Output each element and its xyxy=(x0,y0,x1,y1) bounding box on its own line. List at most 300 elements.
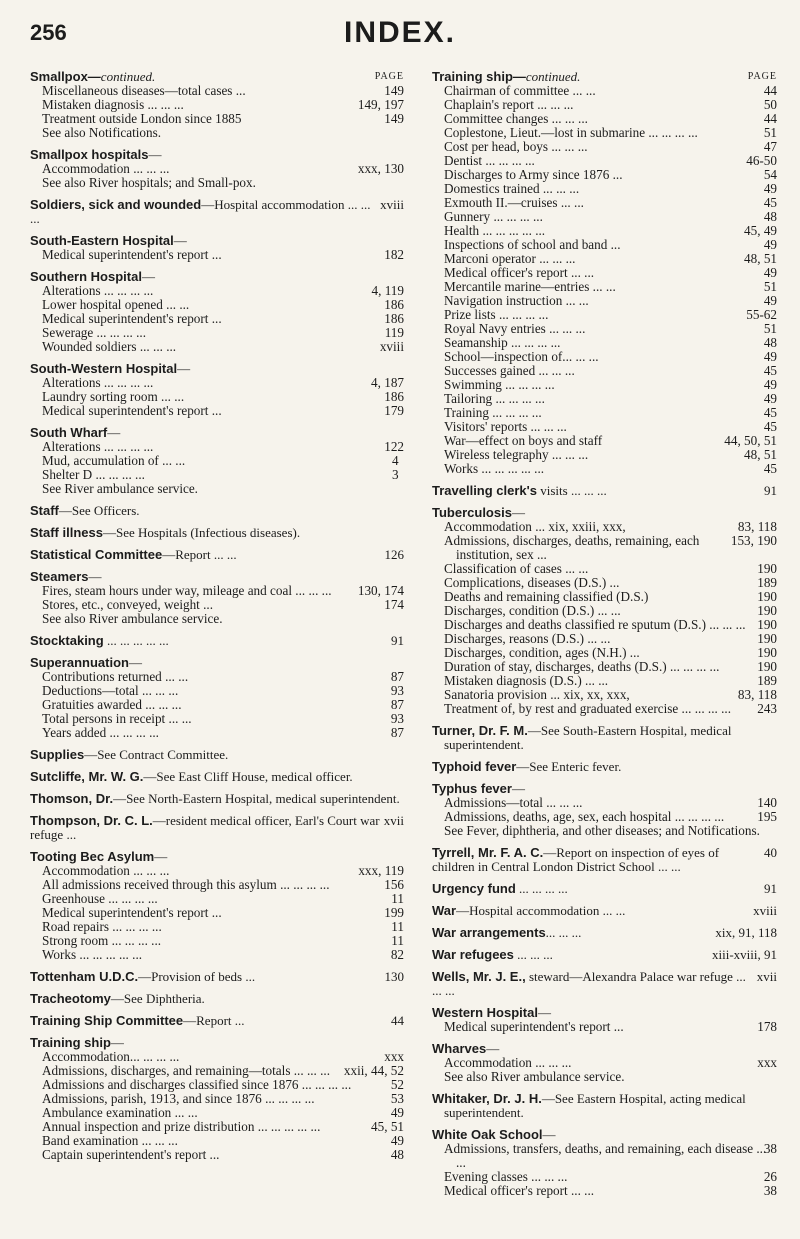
subentry-text: Admissions and discharges classified since 1876 ... ... ... ... xyxy=(42,1077,352,1092)
index-entry xyxy=(432,1042,777,1084)
subentry xyxy=(432,238,777,252)
subentry xyxy=(432,322,777,336)
entry-heading-line xyxy=(432,1042,777,1056)
index-entry xyxy=(30,148,404,190)
entry-heading: Statistical Committee xyxy=(30,547,163,562)
index-entry xyxy=(432,882,777,896)
page-reference: 48 xyxy=(763,209,777,224)
left-index-column xyxy=(30,70,404,1162)
subentry-text: Prize lists ... ... ... ... xyxy=(444,307,549,322)
page-reference: 186 xyxy=(384,297,404,312)
subentry-text: Accommodation ... ... ... xyxy=(42,863,170,878)
subentry-text: Discharges and deaths classified re sputum (D.S.) ... ... ... xyxy=(444,617,746,632)
page-reference: 49 xyxy=(763,293,777,308)
subentry xyxy=(432,1070,777,1084)
subentry xyxy=(30,892,404,906)
continued-heading xyxy=(432,70,777,84)
subentry xyxy=(30,584,404,598)
entry-heading: Tyrrell, Mr. F. A. C. xyxy=(432,845,544,860)
entry-text: —See Diphtheria. xyxy=(110,991,205,1006)
subentry-text: Band examination ... ... ... xyxy=(42,1133,178,1148)
page-reference: 190 xyxy=(757,603,777,618)
subentry-text: Alterations ... ... ... ... xyxy=(42,375,154,390)
subentry xyxy=(432,618,777,632)
entry-text: —Report ... xyxy=(183,1013,245,1028)
entry-heading-line xyxy=(432,1092,777,1120)
subentry xyxy=(30,284,404,298)
page-reference: 190 xyxy=(757,589,777,604)
page-reference: 45 xyxy=(763,419,777,434)
page-reference: xviii xyxy=(379,339,404,354)
page-reference: 51 xyxy=(763,321,777,336)
entry-heading: Training ship xyxy=(432,69,513,84)
page-reference: 53 xyxy=(390,1091,404,1106)
entry-heading: Steamers xyxy=(30,569,89,584)
index-entry xyxy=(432,1092,777,1120)
subentry xyxy=(30,298,404,312)
entry-text: — xyxy=(486,1041,500,1056)
subentry xyxy=(30,468,404,482)
subentry xyxy=(432,224,777,238)
subentry-text: See River ambulance service. xyxy=(42,481,198,496)
entry-text: — xyxy=(511,781,525,796)
page-reference: 87 xyxy=(390,697,404,712)
entry-heading-line xyxy=(432,970,777,998)
subentry xyxy=(432,196,777,210)
subentry xyxy=(30,340,404,354)
page-reference: 130 xyxy=(384,969,404,984)
index-entry xyxy=(30,792,404,806)
page-reference: 189 xyxy=(757,575,777,590)
subentry-text: See also River hospitals; and Small-pox. xyxy=(42,175,256,190)
subentry xyxy=(432,660,777,674)
subentry xyxy=(30,864,404,878)
entry-text: — xyxy=(107,425,121,440)
entry-heading-line xyxy=(432,948,777,962)
subentry-text: Lower hospital opened ... ... xyxy=(42,297,190,312)
entry-heading: Staff xyxy=(30,503,59,518)
subentry-text: Admissions, discharges, and remaining—totals ... ... ... xyxy=(42,1063,331,1078)
index-entry xyxy=(30,234,404,262)
index-entry xyxy=(432,970,777,998)
subentry xyxy=(432,126,777,140)
page-reference: 52 xyxy=(390,1077,404,1092)
entry-heading: Staff illness xyxy=(30,525,103,540)
page-reference: xxx xyxy=(757,1055,777,1070)
index-entry xyxy=(432,484,777,498)
subentry xyxy=(30,440,404,454)
page-header xyxy=(0,14,800,54)
subentry-text: Complications, diseases (D.S.) ... xyxy=(444,575,620,590)
subentry xyxy=(432,688,777,702)
entry-heading-line xyxy=(432,782,777,796)
subentry xyxy=(30,1092,404,1106)
index-entry xyxy=(30,656,404,740)
subentry xyxy=(432,462,777,476)
page-reference: 47 xyxy=(763,139,777,154)
subentry-text: Coplestone, Lieut.—lost in submarine ... ... ... ... xyxy=(444,125,698,140)
entry-heading-line xyxy=(432,882,777,896)
page-reference: 49 xyxy=(390,1133,404,1148)
subentry-text: Discharges, condition (D.S.) ... ... xyxy=(444,603,621,618)
page-reference: 122 xyxy=(384,439,404,454)
subentry xyxy=(30,176,404,190)
subentry xyxy=(30,112,404,126)
page-reference: 91 xyxy=(391,633,404,648)
entry-heading-line xyxy=(432,926,777,940)
entry-text: —See South-Eastern Hospital, medical superintendent. xyxy=(444,723,732,752)
subentry xyxy=(30,684,404,698)
subentry xyxy=(30,670,404,684)
subentry-text: Deductions—total ... ... ... xyxy=(42,683,179,698)
page-reference: 51 xyxy=(763,279,777,294)
page-reference: 140 xyxy=(757,795,777,810)
subentry xyxy=(432,702,777,716)
subentry xyxy=(432,294,777,308)
subentry-text: See also River ambulance service. xyxy=(42,611,223,626)
subentry-text: Chaplain's report ... ... ... xyxy=(444,97,574,112)
entry-heading: Thompson, Dr. C. L. xyxy=(30,813,153,828)
subentry-text: Successes gained ... ... ... xyxy=(444,363,575,378)
subentry-text: Accommodation... ... ... ... xyxy=(42,1049,180,1064)
subentry xyxy=(30,726,404,740)
page-reference: 93 xyxy=(390,683,404,698)
page-reference: 178 xyxy=(757,1019,777,1034)
entry-heading-line xyxy=(432,484,777,498)
page-reference: 149 xyxy=(384,83,404,98)
subentry xyxy=(30,376,404,390)
entry-heading: Supplies xyxy=(30,747,85,762)
subentry-text: Medical superintendent's report ... xyxy=(42,403,222,418)
subentry xyxy=(432,84,777,98)
entry-heading: Tottenham U.D.C. xyxy=(30,969,139,984)
page-reference: 55-62 xyxy=(746,307,777,322)
subentry xyxy=(30,454,404,468)
page-column-label: PAGE xyxy=(374,71,404,82)
subentry-text: Accommodation ... xix, xxiii, xxx, xyxy=(444,519,626,534)
entry-heading-line xyxy=(30,570,404,584)
subentry-text: Dentist ... ... ... ... xyxy=(444,153,535,168)
entry-text: —See Hospitals (Infectious diseases). xyxy=(102,525,301,540)
entry-heading: Typhus fever xyxy=(432,781,512,796)
subentry xyxy=(432,448,777,462)
subentry-text: Captain superintendent's report ... xyxy=(42,1147,220,1162)
subentry-text: Miscellaneous diseases—total cases ... xyxy=(42,83,246,98)
entry-heading: Urgency fund xyxy=(432,881,516,896)
subentry-text: Road repairs ... ... ... ... xyxy=(42,919,162,934)
subentry xyxy=(30,598,404,612)
entry-heading-line xyxy=(30,970,404,984)
entry-heading-line xyxy=(30,748,404,762)
page-reference: xviii xyxy=(380,197,404,212)
heading-dash: — xyxy=(512,69,526,84)
entry-heading: Tooting Bec Asylum xyxy=(30,849,155,864)
subentry xyxy=(30,878,404,892)
page-reference: 48, 51 xyxy=(744,447,777,462)
entry-heading: Stocktaking xyxy=(30,633,104,648)
entry-text: —See North-Eastern Hospital, medical superintendent. xyxy=(113,791,400,806)
entry-heading: White Oak School xyxy=(432,1127,543,1142)
subentry xyxy=(30,712,404,726)
page-reference: 49 xyxy=(763,265,777,280)
subentry-text: Discharges to Army since 1876 ... xyxy=(444,167,623,182)
subentry xyxy=(30,482,404,496)
subentry-text: Royal Navy entries ... ... ... xyxy=(444,321,586,336)
subentry-text: Evening classes ... ... ... xyxy=(444,1169,568,1184)
subentry xyxy=(30,390,404,404)
continued-heading xyxy=(30,70,404,84)
subentry-text: Discharges, reasons (D.S.) ... ... xyxy=(444,631,611,646)
subentry-text: Medical officer's report ... ... xyxy=(444,1183,595,1198)
index-entry xyxy=(432,1006,777,1034)
page-reference: 45 xyxy=(763,461,777,476)
entry-heading: Soldiers, sick and wounded xyxy=(30,197,202,212)
entry-text: — xyxy=(511,505,525,520)
entry-heading-line xyxy=(432,1006,777,1020)
subentry-text: Training ... ... ... ... xyxy=(444,405,542,420)
page-reference: 83, 118 xyxy=(737,687,777,702)
page-reference: 11 xyxy=(391,919,404,934)
subentry xyxy=(432,590,777,604)
entry-heading: Travelling clerk's xyxy=(432,483,537,498)
index-entry xyxy=(30,748,404,762)
subentry-text: Works ... ... ... ... ... xyxy=(42,947,143,962)
page-reference: 11 xyxy=(391,933,404,948)
subentry xyxy=(432,140,777,154)
entry-heading-line xyxy=(30,850,404,864)
entry-text: — xyxy=(154,849,168,864)
entry-heading: Thomson, Dr. xyxy=(30,791,114,806)
subentry-text: Accommodation ... ... ... xyxy=(444,1055,572,1070)
subentry-text: Medical superintendent's report ... xyxy=(444,1019,624,1034)
page-reference: 149 xyxy=(384,111,404,126)
entry-heading: Tuberculosis xyxy=(432,505,512,520)
entry-heading-line xyxy=(30,504,404,518)
page-reference: 243 xyxy=(757,701,777,716)
index-entry xyxy=(432,760,777,774)
subentry xyxy=(432,646,777,660)
subentry-text: Alterations ... ... ... ... xyxy=(42,439,154,454)
entry-text: —See Officers. xyxy=(58,503,140,518)
page-reference: 38 xyxy=(763,1141,777,1156)
subentry xyxy=(30,948,404,962)
entry-text: — xyxy=(177,361,191,376)
page-reference: 44 xyxy=(763,111,777,126)
entry-heading-line xyxy=(30,548,404,562)
entry-heading-line xyxy=(432,760,777,774)
index-entry xyxy=(30,1036,404,1162)
subentry-text: Wireless telegraphy ... ... ... xyxy=(444,447,589,462)
index-entry xyxy=(30,526,404,540)
entry-text: visits ... ... ... xyxy=(536,483,607,498)
subentry xyxy=(432,98,777,112)
index-entry xyxy=(30,362,404,418)
subentry xyxy=(432,252,777,266)
entry-text: — xyxy=(542,1127,556,1142)
index-entry xyxy=(30,504,404,518)
page-reference: 130, 174 xyxy=(357,583,404,598)
subentry xyxy=(432,562,777,576)
subentry-text: Treatment of, by rest and graduated exercise ... ... ... ... xyxy=(444,701,731,716)
subentry xyxy=(432,266,777,280)
index-entry xyxy=(30,1014,404,1028)
entry-heading: Typhoid fever xyxy=(432,759,517,774)
subentry-text: Medical superintendent's report ... xyxy=(42,247,222,262)
page-reference: 40 xyxy=(764,845,777,860)
subentry xyxy=(30,98,404,112)
entry-text: —resident medical officer, Earl's Court war refuge ... xyxy=(30,813,380,842)
entry-text: —Hospital accommodation ... ... xyxy=(456,903,626,918)
page-reference: 186 xyxy=(384,389,404,404)
subentry-text: School—inspection of... ... ... xyxy=(444,349,599,364)
entry-text: ... ... ... ... xyxy=(515,881,568,896)
index-entry xyxy=(432,846,777,874)
entry-heading: Western Hospital xyxy=(432,1005,538,1020)
subentry-text: Admissions—total ... ... ... xyxy=(444,795,583,810)
page-reference: 190 xyxy=(757,631,777,646)
subentry-text: See also River ambulance service. xyxy=(444,1069,625,1084)
page-number: 256 xyxy=(30,20,67,45)
entry-text: —Hospital accommodation ... ... ... xyxy=(30,197,371,226)
entry-heading-line xyxy=(432,846,777,874)
page-reference: 182 xyxy=(384,247,404,262)
entry-text: —See Eastern Hospital, acting medical superintendent. xyxy=(444,1091,746,1120)
subentry-text: Treatment outside London since 1885 xyxy=(42,111,242,126)
entry-heading-line xyxy=(30,656,404,670)
subentry xyxy=(30,906,404,920)
subentry xyxy=(30,920,404,934)
entry-heading-line xyxy=(30,1036,404,1050)
index-entry xyxy=(432,724,777,752)
subentry xyxy=(432,280,777,294)
entry-heading: War arrangements xyxy=(432,925,546,940)
subentry-text: Marconi operator ... ... ... xyxy=(444,251,576,266)
subentry-text: Domestics trained ... ... ... xyxy=(444,181,580,196)
entry-heading-line xyxy=(30,198,404,226)
subentry xyxy=(432,604,777,618)
subentry xyxy=(30,1106,404,1120)
subentry-text: Stores, etc., conveyed, weight ... xyxy=(42,597,214,612)
entry-text: —Provision of beds ... xyxy=(138,969,256,984)
subentry xyxy=(432,810,777,824)
subentry-text: Discharges, condition, ages (N.H.) ... xyxy=(444,645,640,660)
subentry-text: Ambulance examination ... ... xyxy=(42,1105,198,1120)
page-reference: 50 xyxy=(763,97,777,112)
index-entry xyxy=(432,926,777,940)
page-reference: 190 xyxy=(757,659,777,674)
index-entry xyxy=(30,814,404,842)
index-entry xyxy=(432,782,777,838)
subentry xyxy=(432,1184,777,1198)
entry-heading: South-Eastern Hospital xyxy=(30,233,174,248)
subentry xyxy=(432,824,777,838)
subentry-text: Strong room ... ... ... ... xyxy=(42,933,162,948)
entry-text: steward—Alexandra Palace war refuge ... ... ... xyxy=(432,969,746,998)
page-reference: 45 xyxy=(763,195,777,210)
right-index-column xyxy=(432,70,777,1198)
page-reference: xiii-xviii, 91 xyxy=(712,947,777,962)
entry-heading-line xyxy=(30,634,404,648)
entry-heading-line xyxy=(30,270,404,284)
page-reference: 4 xyxy=(401,454,404,468)
subentry-text: Contributions returned ... ... xyxy=(42,669,189,684)
index-entry xyxy=(30,570,404,626)
index-entry xyxy=(432,1128,777,1198)
entry-text: — xyxy=(88,569,102,584)
entry-text: ... ... ... xyxy=(545,925,582,940)
subentry xyxy=(30,934,404,948)
subentry xyxy=(30,1120,404,1134)
subentry-text: Admissions, discharges, deaths, remaining, each institution, sex ... xyxy=(444,533,700,562)
page-reference: 49 xyxy=(763,349,777,364)
entry-heading-line xyxy=(30,770,404,784)
page-reference: 190 xyxy=(757,645,777,660)
index-entry xyxy=(30,70,404,140)
subentry-text: Swimming ... ... ... ... xyxy=(444,377,555,392)
subentry xyxy=(432,406,777,420)
index-entry xyxy=(30,770,404,784)
page-reference: xxii, 44, 52 xyxy=(343,1063,404,1078)
page-reference: 44, 50, 51 xyxy=(724,433,777,448)
subentry-text: Sewerage ... ... ... ... xyxy=(42,325,147,340)
subentry-text: Inspections of school and band ... xyxy=(444,237,621,252)
entry-heading-line xyxy=(30,792,404,806)
subentry-text: Medical superintendent's report ... xyxy=(42,311,222,326)
page-reference: 26 xyxy=(763,1169,777,1184)
page-reference: 49 xyxy=(390,1105,404,1120)
subentry-text: Cost per head, boys ... ... ... xyxy=(444,139,588,154)
subentry xyxy=(30,326,404,340)
subentry-text: Sanatoria provision ... xix, xx, xxx, xyxy=(444,687,630,702)
entry-heading: Southern Hospital xyxy=(30,269,142,284)
entry-heading: Superannuation xyxy=(30,655,129,670)
subentry xyxy=(432,1020,777,1034)
page-reference: 4, 187 xyxy=(371,375,404,390)
subentry xyxy=(30,248,404,262)
page-title: INDEX. xyxy=(343,16,457,49)
subentry-text: Admissions, transfers, deaths, and remaining, each disease ... ... xyxy=(444,1141,767,1170)
index-entry xyxy=(30,850,404,962)
subentry-text: Fires, steam hours under way, mileage and coal ... ... ... xyxy=(42,583,332,598)
entry-text: ... ... ... xyxy=(513,947,553,962)
page-reference: 11 xyxy=(391,891,404,906)
page-reference: 49 xyxy=(763,377,777,392)
subentry xyxy=(432,534,777,562)
index-entry xyxy=(30,426,404,496)
page-reference: 38 xyxy=(763,1183,777,1198)
page-reference: 54 xyxy=(763,167,777,182)
entry-heading-line xyxy=(30,526,404,540)
subentry xyxy=(432,1170,777,1184)
entry-heading: South-Western Hospital xyxy=(30,361,178,376)
entry-heading: War refugees xyxy=(432,947,514,962)
page-reference: xix, 91, 118 xyxy=(715,925,777,940)
subentry-text: Medical officer's report ... ... xyxy=(444,265,595,280)
page-reference: 149, 197 xyxy=(357,97,404,112)
entry-heading: South Wharf xyxy=(30,425,108,440)
page-reference: 45 xyxy=(763,405,777,420)
subentry-text: Mercantile marine—entries ... ... xyxy=(444,279,616,294)
subentry xyxy=(432,420,777,434)
entry-heading: Smallpox xyxy=(30,69,88,84)
index-entry xyxy=(432,904,777,918)
entry-text: —See East Cliff House, medical officer. xyxy=(143,769,353,784)
page-reference: 45, 49 xyxy=(744,223,777,238)
subentry-text: Alterations ... ... ... ... xyxy=(42,283,154,298)
index-entry xyxy=(432,506,777,716)
subentry xyxy=(30,1064,404,1078)
subentry-text: Years added ... ... ... ... xyxy=(42,725,159,740)
